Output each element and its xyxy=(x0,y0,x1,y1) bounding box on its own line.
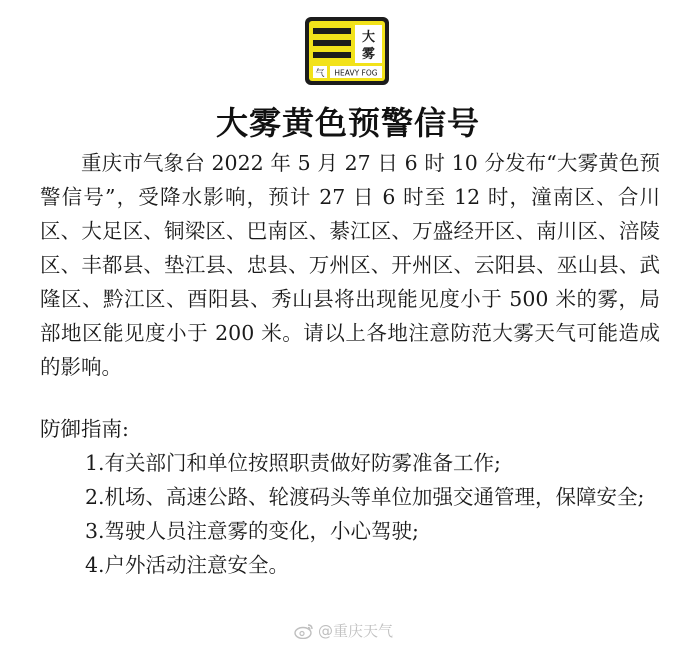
weibo-icon xyxy=(294,623,314,639)
heavy-fog-yellow-signal-icon xyxy=(304,16,390,86)
guide-item: 1.有关部门和单位按照职责做好防雾准备工作; xyxy=(85,451,501,475)
guide-item: 2.机场、高速公路、轮渡码头等单位加强交通管理，保障安全; xyxy=(85,485,645,509)
fog-bar xyxy=(313,40,351,46)
watermark xyxy=(294,620,393,641)
page-title: 大雾黄色预警信号 xyxy=(215,104,480,142)
signal-char-top: 大 xyxy=(361,30,376,45)
warning-paragraph: 重庆市气象台 2022 年 5 月 27 日 6 时 10 分发布“大雾黄色预警信号”，受降水影响，预计 27 日 6 时至 12 时，潼南区、合川区、大足区、铜梁区、巴南区、綦江区、万盛经开区、南川区、涪陵区、丰都县、垫江县、忠县、万州区、开州区、云阳县、巫山县、武隆区、黔江区、酉阳县、秀山县将出现能见度小于 500 米的雾，局部地区能见度小于 200 米。请以上各地注意防范大雾天气可能造成的影响。 xyxy=(40,151,660,379)
watermark-text: @重庆天气 xyxy=(318,622,394,640)
fog-bar xyxy=(313,52,351,58)
guide-list xyxy=(40,446,660,582)
guide-heading: 防御指南: xyxy=(40,417,129,441)
guide-item: 4.户外活动注意安全。 xyxy=(85,553,290,577)
signal-caption: HEAVY FOG xyxy=(334,68,378,78)
weather-logo-icon: 气 xyxy=(315,69,325,79)
fog-bar xyxy=(313,28,351,34)
signal-char-bottom: 雾 xyxy=(361,47,376,62)
guide-item: 3.驾驶人员注意雾的变化，小心驾驶; xyxy=(85,519,419,543)
